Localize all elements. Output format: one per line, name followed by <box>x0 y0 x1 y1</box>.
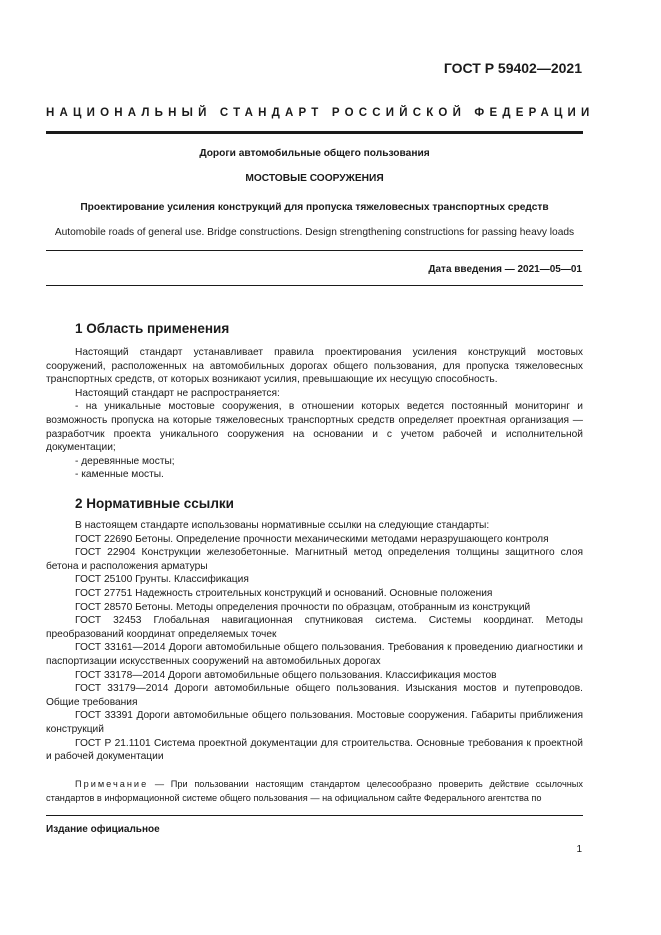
note-block <box>46 778 583 805</box>
footer-rule <box>46 815 583 816</box>
reference-item: ГОСТ 22690 Бетоны. Определение прочности механическими методами неразрушающего контроля <box>75 533 549 545</box>
title-rule <box>46 250 583 251</box>
list-item: - деревянные мосты; <box>75 455 175 467</box>
section-1-body <box>46 346 583 482</box>
paragraph: Настоящий стандарт не распространяется: <box>75 387 280 399</box>
list-item: - каменные мосты. <box>75 469 164 481</box>
page-number: 1 <box>576 844 582 855</box>
reference-item: ГОСТ 33178—2014 Дороги автомобильные общего пользования. Классификация мостов <box>75 669 497 681</box>
title-line-2: МОСТОВЫЕ СООРУЖЕНИЯ <box>245 173 384 184</box>
reference-item: ГОСТ 28570 Бетоны. Методы определения прочности по образцам, отобранным из конструкций <box>75 601 531 613</box>
national-standard-banner: НАЦИОНАЛЬНЫЙ СТАНДАРТ РОССИЙСКОЙ ФЕДЕРАЦИИ <box>46 107 595 119</box>
title-english: Automobile roads of general use. Bridge constructions. Design strengthening constructions for passing heavy loads <box>54 227 575 238</box>
paragraph: - на уникальные мостовые сооружения, в отношении которых ведется постоянный мониторинг и возможность пропуска на которые тяжеловесных транспортных средств определяет проектная организация — разработчик проекта уникального сооружения на основании и с учетом рабочей и исполнительной документации; <box>46 401 583 454</box>
standard-code: ГОСТ Р 59402—2021 <box>443 60 582 76</box>
section-2-heading: 2 Нормативные ссылки <box>75 496 234 511</box>
section-2-body <box>46 519 583 764</box>
date-introduction: Дата введения — 2021—05—01 <box>428 264 582 275</box>
official-edition-label: Издание официальное <box>46 824 160 835</box>
reference-item: ГОСТ Р 21.1101 Система проектной документации для строительства. Основные требования к проектной и рабочей документации <box>46 737 583 763</box>
note-paragraph <box>46 778 583 805</box>
reference-item: ГОСТ 33391 Дороги автомобильные общего пользования. Мостовые сооружения. Габариты приближения конструкций <box>46 710 583 735</box>
note-label: Примечание <box>75 779 149 789</box>
reference-item: ГОСТ 32453 Глобальная навигационная спутниковая система. Системы координат. Методы преобразований координат определяемых точек <box>46 615 583 640</box>
title-line-1: Дороги автомобильные общего пользования <box>199 148 430 159</box>
reference-item: ГОСТ 33161—2014 Дороги автомобильные общего пользования. Требования к проведению диагностики и паспортизации искусственных сооружений на автомобильных дорогах <box>46 642 583 667</box>
date-rule <box>46 285 583 286</box>
reference-item: ГОСТ 33179—2014 Дороги автомобильные общего пользования. Изыскания мостов и путепроводов. Общие требования <box>46 683 583 708</box>
title-line-3: Проектирование усиления конструкций для пропуска тяжеловесных транспортных средств <box>80 202 549 213</box>
reference-item: ГОСТ 27751 Надежность строительных конструкций и оснований. Основные положения <box>75 587 493 599</box>
reference-item: ГОСТ 25100 Грунты. Классификация <box>75 574 249 586</box>
references-intro: В настоящем стандарте использованы нормативные ссылки на следующие стандарты: <box>75 520 490 531</box>
section-1-heading: 1 Область применения <box>75 321 230 336</box>
header-rule <box>46 131 583 134</box>
note-text: — При пользовании настоящим стандартом целесообразно проверить действие ссылочных стандартов в информационной системе общего пользования — на официальном сайте Федерального агентства по <box>46 779 583 803</box>
paragraph: Настоящий стандарт устанавливает правила проектирования усиления конструкций мостовых сооружений, расположенных на автомобильных дорогах общего пользования, для пропуска тяжеловесных транспортных средств, от которых возникают усилия, превышающие их несущую способность. <box>46 347 583 386</box>
reference-item: ГОСТ 22904 Конструкции железобетонные. Магнитный метод определения толщины защитного слоя бетона и расположения арматуры <box>46 547 583 572</box>
